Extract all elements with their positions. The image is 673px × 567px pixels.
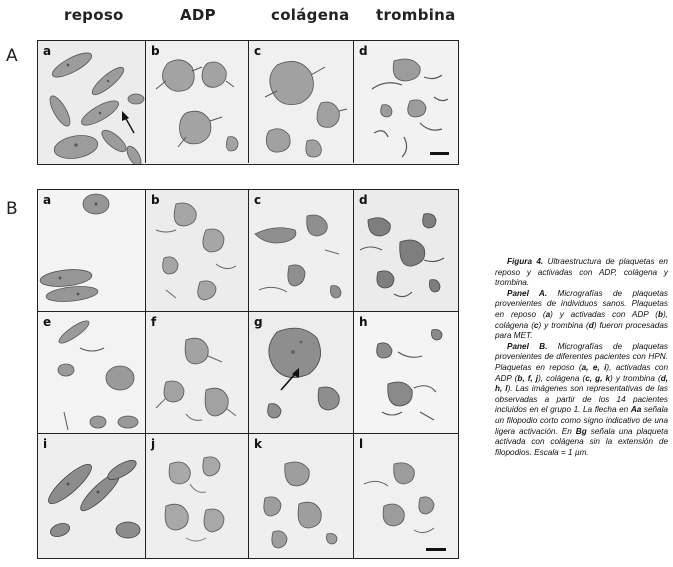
panel-letter-b: B: [6, 199, 18, 219]
caption-ref: c: [533, 320, 539, 330]
panel-b-label: Panel B.: [507, 341, 548, 351]
arrow-icon: [38, 41, 145, 164]
panel-label: c: [254, 193, 262, 207]
arrow-icon: [249, 312, 353, 433]
figure-label: Figura 4.: [507, 257, 544, 266]
panel-label: a: [43, 44, 52, 58]
thrombin-platelets-image: [354, 41, 458, 164]
panel-label: i: [43, 437, 48, 451]
collagen-platelets-image: [249, 434, 353, 558]
scale-bar-icon: [426, 548, 446, 551]
panel-label: e: [43, 315, 52, 329]
micrograph-d-trombina: [354, 41, 458, 164]
micrograph-b-adp: [146, 41, 248, 164]
thrombin-platelets-image: [354, 434, 458, 558]
caption-text: ). Las imágenes son representativas de las observadas a partir de los 14 pacientes incluidos en el grupo 1. La flecha en: [495, 384, 669, 415]
panel-label: b: [151, 44, 160, 58]
adp-platelets-image: [146, 190, 248, 311]
micrograph-h-trombina: [354, 312, 458, 433]
caption-panel-a: [495, 289, 668, 342]
micrograph-a-reposo: [38, 190, 145, 311]
scale-bar-icon: [430, 152, 449, 155]
caption-ref: a, e, i: [581, 362, 607, 372]
caption-ref: Bg: [575, 426, 587, 436]
caption-ref: d: [588, 320, 594, 330]
column-header-adp: ADP: [180, 6, 216, 24]
caption-ref: Aa: [630, 405, 642, 415]
divider: [145, 40, 146, 163]
divider: [248, 40, 249, 163]
panel-label: g: [254, 315, 263, 329]
panel-label: l: [359, 437, 364, 451]
divider: [248, 190, 249, 558]
caption-text: señala una plaqueta activada con colágena sin la extensión de filopodios. Escala = 1 µm.: [495, 426, 668, 457]
micrograph-d-trombina: [354, 190, 458, 311]
column-header-colagena: colágena: [271, 6, 350, 24]
divider: [353, 190, 354, 558]
panel-label: d: [359, 44, 368, 58]
panel-label: b: [151, 193, 160, 207]
thrombin-platelets-image: [354, 190, 458, 311]
micrograph-j-adp: [146, 434, 248, 558]
panel-label: f: [151, 315, 157, 329]
panel-label: k: [254, 437, 262, 451]
caption-text: ), colágena (: [495, 309, 668, 330]
collagen-platelets-image: [249, 190, 353, 311]
column-header-reposo: reposo: [64, 6, 124, 24]
thrombin-platelets-image: [354, 312, 458, 433]
caption-ref: b: [657, 309, 663, 319]
divider: [38, 311, 458, 312]
column-header-trombina: trombina: [376, 6, 456, 24]
panel-label: j: [151, 437, 156, 451]
micrograph-b-adp: [146, 190, 248, 311]
panel-b-micrographs: [37, 189, 459, 559]
micrograph-e-reposo: [38, 312, 145, 433]
caption-text: ), activadas con ADP (: [495, 362, 669, 383]
micrograph-i-reposo: [38, 434, 145, 558]
collagen-platelets-image: [249, 41, 353, 164]
panel-label: h: [359, 315, 368, 329]
caption-text: Micrografías de plaquetas provenientes de individuos sanos. Plaquetas en reposo (: [495, 288, 668, 319]
caption-text: Ultraestructura de plaquetas en reposo y activadas con ADP, colágena y trombina.: [495, 257, 668, 288]
adp-platelets-image: [146, 434, 248, 558]
caption-text: Micrografías de plaquetas provenientes de diferentes pacientes con HPN. Plaquetas en reposo (: [495, 341, 668, 372]
caption-ref: d, h, l: [495, 373, 668, 394]
caption-text: ) fueron procesadas para MET.: [495, 320, 668, 341]
caption-text: ), colágena (: [538, 373, 586, 383]
caption-ref: b, f, j: [517, 373, 539, 383]
figure-caption: [495, 257, 668, 458]
panel-label: a: [43, 193, 52, 207]
micrograph-k-colagena: [249, 434, 353, 558]
micrograph-l-trombina: [354, 434, 458, 558]
resting-platelets-image: [38, 190, 145, 311]
panel-a-label: Panel A.: [507, 288, 548, 298]
micrograph-a-reposo: [38, 41, 145, 164]
resting-platelets-image: [38, 312, 145, 433]
divider: [353, 40, 354, 163]
panel-letter-a: A: [6, 46, 18, 66]
micrograph-c-colagena: [249, 41, 353, 164]
micrograph-g-colagena: [249, 312, 353, 433]
caption-text: ) y trombina (: [610, 373, 661, 383]
adp-platelets-image: [146, 312, 248, 433]
resting-platelets-image: [38, 434, 145, 558]
caption-text: ) y activadas con ADP (: [550, 309, 658, 319]
caption-text: ) y trombina (: [538, 320, 589, 330]
caption-ref: c, g, k: [585, 373, 611, 383]
micrograph-f-adp: [146, 312, 248, 433]
caption-panel-b: [495, 342, 668, 459]
adp-platelets-image: [146, 41, 248, 164]
caption-text: señala un filopodio corto como signo indicativo de una ligera activación. En: [495, 405, 668, 436]
micrograph-c-colagena: [249, 190, 353, 311]
caption-intro: [495, 257, 668, 289]
caption-ref: a: [545, 309, 551, 319]
divider: [145, 190, 146, 558]
panel-label: c: [254, 44, 262, 58]
divider: [38, 433, 458, 434]
panel-label: d: [359, 193, 368, 207]
